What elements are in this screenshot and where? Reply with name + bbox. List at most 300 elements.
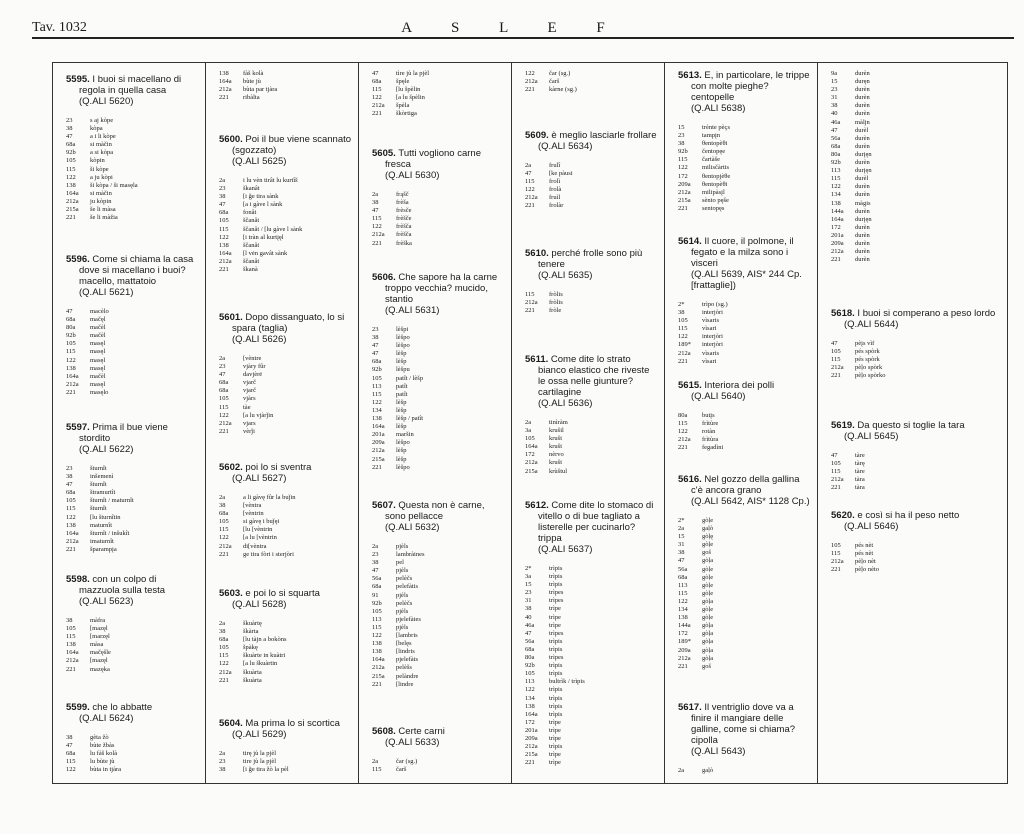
- locality-code: 2a: [678, 767, 685, 774]
- dialect-word: durèn: [855, 183, 870, 191]
- entry-reference: (Q.ALI 5639, AIS* 244 Cp. [frattaglie]): [691, 269, 802, 291]
- locality-code: 134: [831, 191, 841, 199]
- locality-code: 212a: [66, 197, 79, 205]
- entry-reference: (Q.ALI 5633): [385, 737, 440, 748]
- dialect-form: [66, 489, 199, 497]
- dialect-word: milisčàrtis: [702, 164, 730, 172]
- dialect-form: [678, 517, 811, 525]
- dialect-word: trìpe: [549, 621, 561, 629]
- header-rule: [32, 37, 1014, 39]
- locality-code: 221: [372, 680, 382, 688]
- locality-code: 92b: [66, 149, 76, 157]
- dialect-form: [219, 669, 352, 677]
- locality-code: 23: [831, 86, 838, 94]
- locality-code: 212a: [372, 664, 385, 672]
- dialect-word: [ke pàusi: [549, 170, 573, 178]
- dialect-form: [372, 551, 505, 559]
- dialect-form: [831, 484, 1002, 492]
- dialect-form: [66, 332, 199, 340]
- entry: [372, 272, 505, 472]
- locality-code: 122: [525, 686, 535, 694]
- locality-code: 113: [831, 167, 841, 175]
- dialect-form: [372, 632, 505, 640]
- dialect-form: [678, 317, 811, 325]
- dialect-word: šturnît: [90, 465, 107, 472]
- dialect-form: [219, 387, 352, 395]
- entry-reference: (Q.ALI 5635): [538, 270, 593, 281]
- locality-code: 47: [525, 170, 532, 178]
- dialect-form: [831, 356, 1002, 364]
- locality-code: 3a: [525, 427, 532, 435]
- dialect-form: [372, 456, 505, 464]
- dialect-form: [831, 119, 1002, 127]
- dialect-form: [831, 476, 1002, 484]
- dialect-form: [66, 198, 199, 206]
- locality-code: 23: [219, 185, 226, 193]
- forms-list: [525, 565, 658, 767]
- locality-code: 38: [66, 617, 73, 624]
- column-divider: [664, 62, 665, 784]
- dialect-word: frèša: [396, 199, 409, 207]
- dialect-word: še li màsa: [90, 206, 116, 214]
- dialect-word: pjelefàts: [396, 656, 419, 664]
- locality-code: 115: [831, 175, 841, 183]
- forms-list: [678, 517, 811, 671]
- locality-code: 80a: [831, 150, 841, 158]
- locality-code: 105: [372, 607, 382, 615]
- entry-number: 5597.: [66, 422, 93, 433]
- dialect-form: [678, 333, 811, 341]
- dialect-form: [678, 132, 811, 140]
- locality-code: 105: [219, 644, 229, 652]
- locality-code: 215a: [525, 751, 538, 759]
- dialect-form: [372, 423, 505, 431]
- entry-question: Poi il bue viene scannato (sgozzato): [232, 134, 352, 156]
- locality-code: 113: [372, 382, 382, 390]
- dialect-word: trìpes: [549, 597, 564, 605]
- entry: [525, 354, 658, 476]
- locality-code: 92b: [525, 662, 535, 670]
- dialect-form: [372, 326, 505, 334]
- locality-code: 122: [372, 398, 382, 406]
- dialect-form: [525, 451, 658, 459]
- dialect-form: [372, 600, 505, 608]
- dialect-word: krušt: [549, 435, 562, 443]
- locality-code: 212a: [219, 419, 232, 427]
- locality-code: 80a: [678, 412, 688, 419]
- locality-code: 221: [678, 662, 688, 670]
- dialect-word: gòļe: [702, 606, 714, 614]
- dialect-word: trènte pèçs: [702, 124, 730, 131]
- dialect-word: [lu špèlin: [396, 86, 421, 94]
- dialect-word: pés spòrk: [855, 348, 880, 356]
- dialect-form: [372, 758, 505, 766]
- dialect-form: [219, 766, 352, 774]
- locality-code: 138: [372, 648, 382, 656]
- dialect-word: špèla: [396, 102, 410, 110]
- locality-code: 2a: [219, 620, 226, 627]
- dialect-word: ščanât: [243, 217, 260, 225]
- dialect-form: [678, 606, 811, 614]
- dialect-form: [831, 452, 1002, 460]
- dialect-word: vìsaris: [702, 317, 719, 325]
- dialect-word: tinìràm: [549, 419, 568, 426]
- dialect-form: [66, 125, 199, 133]
- entry: [831, 70, 1002, 264]
- dialect-word: [lu šturnîtin: [90, 513, 121, 521]
- dialect-word: butįs: [702, 412, 715, 419]
- dialect-word: kàrne (sg.): [549, 86, 577, 94]
- locality-code: 38: [678, 309, 685, 317]
- dialect-form: [831, 183, 1002, 191]
- dialect-form: [678, 549, 811, 557]
- dialect-word: durèn: [855, 94, 870, 102]
- locality-code: 68a: [219, 387, 229, 395]
- dialect-form: [66, 530, 199, 538]
- entry-reference: (Q.ALI 5645): [844, 431, 899, 442]
- locality-code: 68a: [372, 78, 382, 86]
- entry: [66, 702, 199, 774]
- locality-code: 209a: [525, 734, 538, 742]
- dialect-word: trìpis: [549, 743, 563, 751]
- dialect-form: [66, 206, 199, 214]
- dialect-word: durįęn: [855, 150, 872, 158]
- locality-code: 31: [678, 541, 685, 549]
- locality-code: 212a: [66, 380, 79, 388]
- entry-question: Il cuore, il polmone, il fegato e la milza sono i visceri: [691, 236, 794, 269]
- dialect-word: bùta par tjàra: [243, 86, 278, 94]
- dialect-form: [831, 135, 1002, 143]
- dialect-word: šturnît / inšukît: [90, 529, 130, 537]
- entry: [66, 422, 199, 554]
- dialect-word: durèn: [855, 191, 870, 199]
- dialect-form: [525, 751, 658, 759]
- dialect-form: [831, 460, 1002, 468]
- entry-title: [831, 420, 1002, 431]
- dialect-form: [219, 86, 352, 94]
- dialect-form: [219, 266, 352, 274]
- locality-code: 212a: [678, 654, 691, 662]
- dialect-word: bultrìk / trìpis: [549, 678, 585, 686]
- entry-number: 5608.: [372, 726, 399, 737]
- entry-title: [372, 272, 505, 305]
- locality-code: 47: [372, 567, 379, 575]
- dialect-word: [i tràn al kurtįęl: [243, 233, 284, 241]
- dialect-form: [219, 428, 352, 436]
- locality-code: 105: [219, 395, 229, 403]
- dialect-word: pjèls: [396, 623, 409, 631]
- dialect-word: tàre: [855, 452, 865, 459]
- locality-code: 209a: [372, 439, 385, 447]
- dialect-word: lèšp: [396, 447, 407, 455]
- dialect-word: vjars: [243, 419, 256, 427]
- dialect-word: frolì: [549, 178, 561, 186]
- locality-code: 221: [219, 266, 229, 274]
- dialect-form: [372, 656, 505, 664]
- entry-title: [525, 130, 658, 141]
- locality-code: 215a: [372, 455, 385, 463]
- locality-code: 115: [831, 356, 841, 364]
- locality-code: 221: [678, 357, 688, 365]
- dialect-word: ribàlta: [243, 94, 260, 102]
- dialect-form: [219, 518, 352, 526]
- dialect-form: [66, 365, 199, 373]
- dialect-form: [525, 638, 658, 646]
- dialect-form: [219, 209, 352, 217]
- dialect-form: [66, 633, 199, 641]
- dialect-form: [219, 94, 352, 102]
- locality-code: 212a: [525, 78, 538, 86]
- dialect-form: [525, 630, 658, 638]
- dialect-form: [525, 573, 658, 581]
- dialect-word: durèn: [855, 134, 870, 142]
- locality-code: 122: [525, 186, 535, 194]
- dialect-word: patît: [396, 390, 408, 398]
- dialect-form: [831, 208, 1002, 216]
- dialect-form: [66, 657, 199, 665]
- entry: [66, 74, 199, 222]
- dialect-form: [372, 415, 505, 423]
- locality-code: 122: [678, 428, 688, 436]
- entry-number: 5618.: [831, 308, 858, 319]
- column-divider: [817, 62, 818, 784]
- column-6: [817, 62, 1008, 784]
- locality-code: 38: [219, 502, 226, 510]
- dialect-form: [678, 663, 811, 671]
- entry-reference: (Q.ALI 5622): [79, 444, 134, 455]
- dialect-form: [66, 625, 199, 633]
- dialect-form: [831, 240, 1002, 248]
- forms-list: [219, 177, 352, 274]
- entry-question: è meglio lasciarle frollare: [551, 130, 657, 141]
- locality-code: 115: [66, 633, 76, 641]
- locality-code: 105: [525, 670, 535, 678]
- entry-title: [525, 500, 658, 544]
- dialect-word: θentopèθi: [702, 180, 728, 188]
- locality-code: 105: [66, 497, 76, 505]
- entry-question: E, in particolare, le trippe con molte pieghe? centopelle: [691, 70, 810, 103]
- dialect-word: bùta in tjàra: [90, 766, 122, 774]
- locality-code: 2a: [219, 355, 226, 362]
- locality-code: 189*: [678, 638, 691, 646]
- entry-reference: (Q.ALI 5642, AIS* 1128 Cp.): [691, 496, 810, 507]
- locality-code: 105: [831, 460, 841, 468]
- dialect-form: [372, 681, 505, 689]
- dialect-word: macèlo: [90, 308, 109, 315]
- locality-code: 144a: [678, 622, 691, 630]
- dialect-form: [678, 436, 811, 444]
- dialect-word: štramurtît: [90, 489, 116, 497]
- dialect-form: [66, 214, 199, 222]
- dialect-form: [372, 207, 505, 215]
- locality-code: 105: [66, 625, 76, 633]
- locality-code: 47: [66, 308, 73, 315]
- locality-code: 56a: [678, 565, 688, 573]
- locality-code: 164a: [66, 529, 79, 537]
- dialect-word: čartàše: [702, 156, 721, 164]
- dialect-form: [678, 533, 811, 541]
- entry-reference: (Q.ALI 5628): [232, 599, 287, 610]
- dialect-form: [831, 468, 1002, 476]
- dialect-word: durèl: [855, 126, 869, 134]
- locality-code: 2a: [219, 177, 226, 184]
- locality-code: 92b: [678, 148, 688, 156]
- dialect-word: čarš: [549, 78, 560, 86]
- dialect-form: [372, 407, 505, 415]
- entry-reference: (Q.ALI 5636): [538, 398, 593, 409]
- dialect-word: duręn: [855, 78, 870, 86]
- dialect-word: trìpis: [549, 565, 563, 572]
- dialect-word: trìpis: [549, 702, 563, 710]
- dialect-form: [525, 727, 658, 735]
- locality-code: 164a: [525, 710, 538, 718]
- dialect-word: frolà: [549, 186, 562, 194]
- dialect-word: masęlo: [90, 388, 109, 396]
- locality-code: 91: [372, 591, 379, 599]
- locality-code: 68a: [372, 358, 382, 366]
- dialect-word: mačèl: [90, 372, 106, 380]
- locality-code: 164a: [66, 649, 79, 657]
- locality-code: 23: [219, 363, 226, 371]
- dialect-word: màgis: [855, 199, 871, 207]
- dialect-form: [525, 435, 658, 443]
- dialect-form: [525, 703, 658, 711]
- dialect-word: lèšp: [396, 423, 407, 431]
- dialect-word: durèn: [855, 86, 870, 94]
- dialect-word: lèšp: [396, 398, 407, 406]
- dialect-word: durįęn: [855, 215, 872, 223]
- locality-code: 164a: [66, 189, 79, 197]
- dialect-word: lèšp / patît: [396, 415, 424, 423]
- dialect-word: škuàrta: [243, 676, 262, 684]
- dialect-form: [525, 565, 658, 573]
- dialect-form: [372, 375, 505, 383]
- dialect-word: interjòri: [702, 333, 723, 341]
- locality-code: 144a: [831, 207, 844, 215]
- dialect-word: vìsaris: [702, 349, 719, 357]
- entry-number: 5607.: [372, 500, 399, 511]
- dialect-word: gòļe: [702, 573, 714, 581]
- dialect-form: [831, 200, 1002, 208]
- dialect-form: [219, 258, 352, 266]
- dialect-word: pèļo nèto: [855, 566, 880, 574]
- dialect-form: [831, 159, 1002, 167]
- dialect-form: [372, 664, 505, 672]
- locality-code: 221: [678, 204, 688, 212]
- entry-reference: (Q.ALI 5637): [538, 544, 593, 555]
- locality-code: 115: [831, 468, 841, 476]
- dialect-word: šturnît / maturnît: [90, 497, 134, 505]
- forms-list: [372, 758, 505, 774]
- dialect-form: [525, 719, 658, 727]
- dialect-form: [525, 686, 658, 694]
- dialect-word: [vèntra: [243, 502, 262, 510]
- entry: [66, 574, 199, 674]
- dialect-word: θentopjèθe: [702, 172, 731, 180]
- entry-reference: (Q.ALI 5629): [232, 729, 287, 740]
- forms-list: [219, 750, 352, 774]
- locality-code: 212a: [219, 257, 232, 265]
- dialect-form: [219, 217, 352, 225]
- dialect-word: pelefàtis: [396, 583, 419, 591]
- dialect-form: [66, 497, 199, 505]
- dialect-form: [525, 86, 658, 94]
- dialect-form: [678, 173, 811, 181]
- dialect-form: [372, 86, 505, 94]
- dialect-form: [831, 566, 1002, 574]
- dialect-word: škàrta: [243, 628, 259, 636]
- dialect-word: tàra: [855, 476, 865, 484]
- dialect-word: trìpes: [549, 589, 564, 597]
- locality-code: 122: [219, 534, 229, 542]
- entry: [66, 254, 199, 397]
- dialect-word: [a lu vjàrǰin: [243, 411, 274, 419]
- locality-code: 138: [66, 641, 76, 649]
- locality-code: 68a: [219, 379, 229, 387]
- dialect-word: trìpe: [549, 751, 561, 759]
- dialect-form: [372, 350, 505, 358]
- locality-code: 221: [66, 214, 76, 222]
- locality-code: 47: [66, 742, 73, 750]
- entry-question: Il ventriglio dove va a finire il mangiare delle galline, come si chiama? cipolla: [691, 702, 796, 746]
- dialect-form: [219, 510, 352, 518]
- dialect-word: patît: [396, 382, 408, 390]
- dialect-form: [66, 381, 199, 389]
- locality-code: 215a: [372, 672, 385, 680]
- entry-reference: (Q.ALI 5625): [232, 156, 287, 167]
- locality-code: 212a: [66, 657, 79, 665]
- entry-title: [678, 236, 811, 269]
- locality-code: 201a: [525, 726, 538, 734]
- dialect-word: pèļo nèt: [855, 558, 876, 566]
- dialect-word: fruìl: [549, 194, 561, 202]
- dialect-word: vjàrs: [243, 395, 256, 403]
- forms-list: [525, 291, 658, 315]
- dialect-form: [372, 431, 505, 439]
- dialect-word: masęl: [90, 340, 106, 348]
- locality-code: 38: [372, 559, 379, 567]
- dialect-form: [372, 102, 505, 110]
- locality-code: 47: [525, 629, 532, 637]
- dialect-form: [66, 157, 199, 165]
- dialect-word: [lu tàjn a bokòns: [243, 636, 287, 644]
- dialect-word: čentopęe: [702, 148, 726, 156]
- locality-code: 38: [219, 628, 226, 636]
- dialect-word: gòļa: [702, 638, 714, 646]
- dialect-word: masęl: [90, 356, 106, 364]
- forms-list: [525, 162, 658, 211]
- dialect-word: masęl: [90, 348, 106, 356]
- entry-number: 5617.: [678, 702, 705, 713]
- entry-title: [219, 588, 352, 599]
- dialect-word: [vèntre: [243, 355, 262, 362]
- dialect-form: [678, 350, 811, 358]
- locality-code: 105: [831, 542, 841, 549]
- dialect-word: frèšča: [396, 223, 412, 231]
- dialect-form: [372, 231, 505, 239]
- dialect-form: [219, 250, 352, 258]
- entry: [831, 308, 1002, 380]
- dialect-form: [678, 140, 811, 148]
- locality-code: 115: [372, 86, 382, 94]
- locality-code: 68a: [66, 316, 76, 324]
- dialect-word: trìpe: [549, 734, 561, 742]
- dialect-form: [831, 175, 1002, 183]
- dialect-word: mačèl: [90, 332, 106, 340]
- dialect-form: [372, 366, 505, 374]
- entry: [372, 148, 505, 248]
- dialect-word: šturnît: [90, 505, 107, 513]
